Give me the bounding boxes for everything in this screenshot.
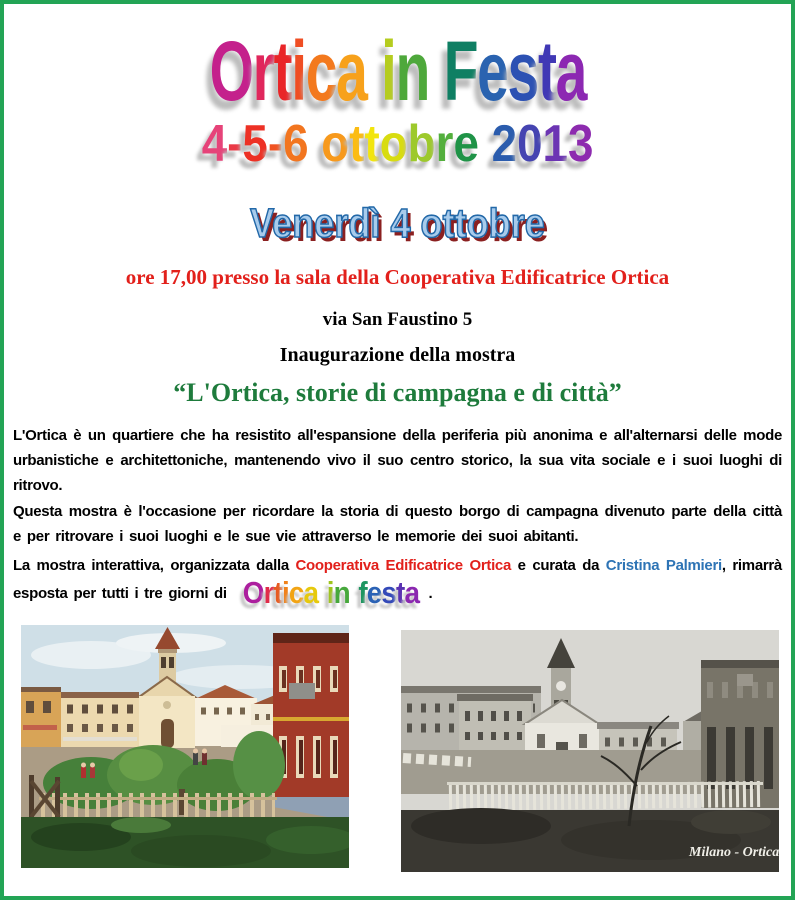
painting-red-building <box>273 633 349 797</box>
exhibition-title: “L'Ortica, storie di campagna e di città” <box>173 378 622 407</box>
photo-caption: Milano - Ortica <box>689 845 779 860</box>
time-venue-line: ore 17,00 presso la sala della Cooperativa Edificatrice Ortica <box>125 265 670 289</box>
painting-left-building <box>21 691 61 747</box>
paragraph-3-text-1: La mostra interattiva, organizzata dalla <box>13 557 296 574</box>
image-row <box>4 625 791 872</box>
subheading: Inaugurazione della mostra <box>279 344 516 366</box>
photo-left-buildings <box>401 686 541 750</box>
painting-of-ortica-village <box>21 625 349 868</box>
paragraph-1: L'Ortica è un quartiere che ha resistito all'espansione della periferia più anonima e all'alternarsi delle mode urbanistiche e architettoniche, mantenendo vivo il suo centro storico, la sua vita sociale e i suoi luoghi di ritrovo. <box>13 427 782 494</box>
day-heading: Venerdì 4 ottobre <box>250 200 545 246</box>
ortica-in-festa-inline: Ortica in festa <box>242 575 419 610</box>
paragraph-3 <box>4 553 791 608</box>
paragraph-3-text-4: . <box>428 585 433 602</box>
paragraph-2: Questa mostra è l'occasione per ricordare la storia di questo borgo di campagna divenuto parte della città e per ritrovare i suoi luoghi e le sue vie attraverso le memorie dei suoi abitanti. <box>13 503 782 545</box>
curator-highlight: Cristina Palmieri <box>605 557 722 574</box>
header <box>4 24 791 173</box>
historic-photo-of-ortica <box>401 630 779 872</box>
cooperativa-highlight: Cooperativa Edificatrice Ortica <box>295 557 512 574</box>
photo-foreground <box>401 808 779 872</box>
date-heading: 4-5-6 ottobre 2013 <box>201 115 594 173</box>
paragraph-3-text-3: , rimarrà esposta per tutti i tre giorni di <box>13 557 782 602</box>
page-title: Ortica in Festa <box>209 24 586 118</box>
photo-right-building <box>701 660 779 808</box>
address-line: via San Faustino 5 <box>322 309 473 330</box>
painting-foreground <box>21 817 349 868</box>
paragraph-3-text-2: e curata da <box>511 557 606 574</box>
